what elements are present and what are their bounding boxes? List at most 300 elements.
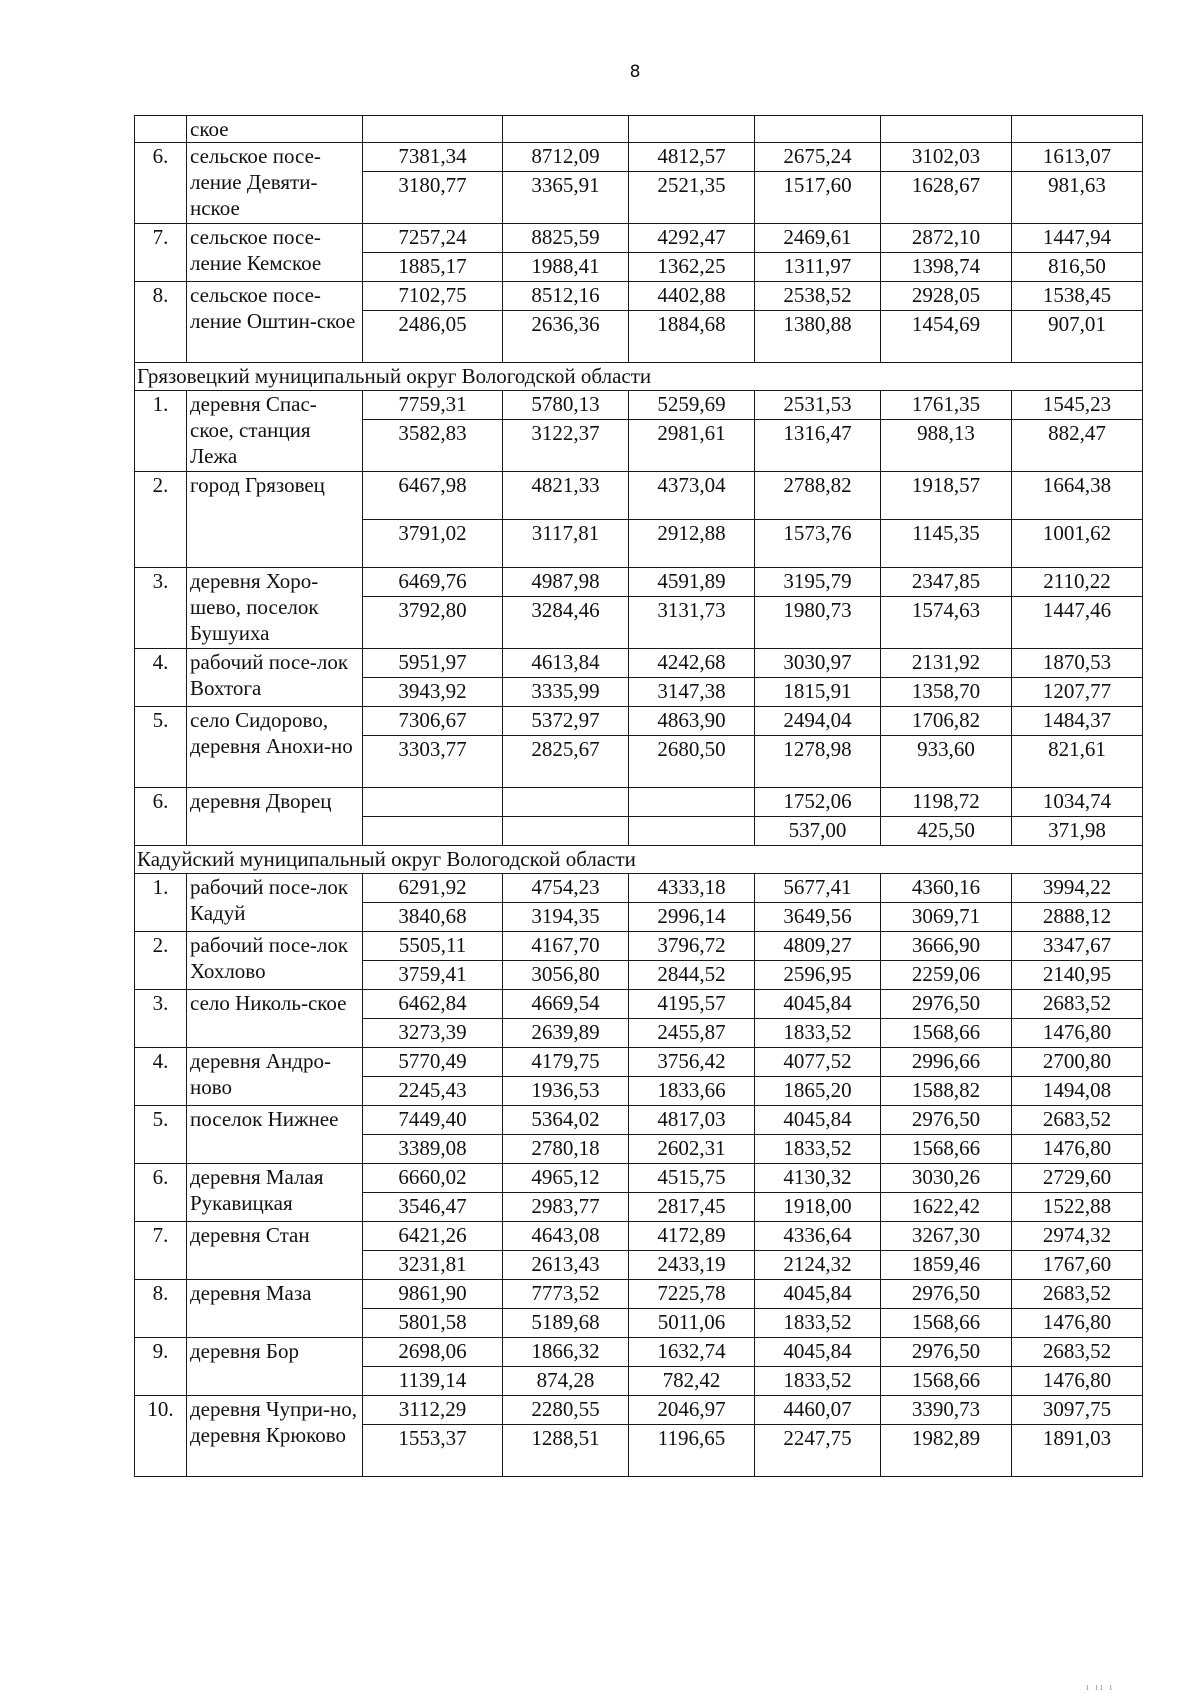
value-cell: 7257,24 bbox=[363, 224, 503, 253]
row-number: 4. bbox=[135, 1048, 187, 1106]
value-cell: 2928,05 bbox=[881, 282, 1012, 311]
value-cell: 2596,95 bbox=[755, 961, 881, 990]
value-cell: 3069,71 bbox=[881, 903, 1012, 932]
value-cell: 6421,26 bbox=[363, 1222, 503, 1251]
value-cell: 816,50 bbox=[1012, 253, 1143, 282]
value-cell: 1476,80 bbox=[1012, 1019, 1143, 1048]
value-cell: 874,28 bbox=[503, 1367, 629, 1396]
value-cell: 2124,32 bbox=[755, 1251, 881, 1280]
value-cell: 2700,80 bbox=[1012, 1048, 1143, 1077]
value-cell: 1574,63 bbox=[881, 597, 1012, 649]
value-cell: 1476,80 bbox=[1012, 1309, 1143, 1338]
row-number: 6. bbox=[135, 1164, 187, 1222]
value-cell: 3649,56 bbox=[755, 903, 881, 932]
value-cell: 4242,68 bbox=[629, 649, 755, 678]
value-cell: 2675,24 bbox=[755, 143, 881, 172]
value-cell: 907,01 bbox=[1012, 311, 1143, 363]
table-row bbox=[135, 1222, 1143, 1251]
value-cell bbox=[503, 788, 629, 817]
value-cell: 5259,69 bbox=[629, 391, 755, 420]
value-cell bbox=[629, 817, 755, 846]
settlement-name: село Сидорово, деревня Анохи-но bbox=[187, 707, 363, 788]
row-number: 6. bbox=[135, 143, 187, 224]
value-cell: 1522,88 bbox=[1012, 1193, 1143, 1222]
value-cell: 4987,98 bbox=[503, 568, 629, 597]
value-cell: 8512,16 bbox=[503, 282, 629, 311]
value-cell: 371,98 bbox=[1012, 817, 1143, 846]
settlement-name: деревня Маза bbox=[187, 1280, 363, 1338]
page-number: 8 bbox=[629, 62, 641, 82]
value-cell: 882,47 bbox=[1012, 420, 1143, 472]
value-cell: 2521,35 bbox=[629, 172, 755, 224]
value-cell: 8825,59 bbox=[503, 224, 629, 253]
value-cell: 2683,52 bbox=[1012, 1280, 1143, 1309]
value-cell: 1476,80 bbox=[1012, 1367, 1143, 1396]
table-row bbox=[135, 391, 1143, 420]
value-cell: 7102,75 bbox=[363, 282, 503, 311]
value-cell: 1145,35 bbox=[881, 520, 1012, 568]
value-cell bbox=[363, 817, 503, 846]
value-cell: 1982,89 bbox=[881, 1425, 1012, 1477]
settlement-name: деревня Чупри-но, деревня Крюково bbox=[187, 1396, 363, 1477]
value-cell: 2110,22 bbox=[1012, 568, 1143, 597]
value-cell: 1767,60 bbox=[1012, 1251, 1143, 1280]
region-header-row bbox=[135, 363, 1143, 391]
value-cell: 7381,34 bbox=[363, 143, 503, 172]
value-cell: 4333,18 bbox=[629, 874, 755, 903]
value-cell: 1815,91 bbox=[755, 678, 881, 707]
value-cell: 1891,03 bbox=[1012, 1425, 1143, 1477]
settlement-name: рабочий посе-лок Вохтога bbox=[187, 649, 363, 707]
settlement-name: город Грязовец bbox=[187, 472, 363, 568]
value-cell: 3273,39 bbox=[363, 1019, 503, 1048]
value-cell: 1918,57 bbox=[881, 472, 1012, 520]
value-cell: 2976,50 bbox=[881, 1338, 1012, 1367]
value-cell: 1859,46 bbox=[881, 1251, 1012, 1280]
value-cell: 2245,43 bbox=[363, 1077, 503, 1106]
table-row bbox=[135, 707, 1143, 736]
value-cell: 4515,75 bbox=[629, 1164, 755, 1193]
value-cell: 3231,81 bbox=[363, 1251, 503, 1280]
value-cell: 4045,84 bbox=[755, 1338, 881, 1367]
value-cell: 4292,47 bbox=[629, 224, 755, 253]
value-cell: 2140,95 bbox=[1012, 961, 1143, 990]
value-cell: 3147,38 bbox=[629, 678, 755, 707]
value-cell: 4669,54 bbox=[503, 990, 629, 1019]
value-cell: 1034,74 bbox=[1012, 788, 1143, 817]
table-row bbox=[135, 568, 1143, 597]
table-row bbox=[135, 282, 1143, 311]
value-cell: 2046,97 bbox=[629, 1396, 755, 1425]
value-cell: 3131,73 bbox=[629, 597, 755, 649]
table-row bbox=[135, 1106, 1143, 1135]
value-cell: 2433,19 bbox=[629, 1251, 755, 1280]
value-cell: 1538,45 bbox=[1012, 282, 1143, 311]
value-cell: 2683,52 bbox=[1012, 990, 1143, 1019]
value-cell: 4965,12 bbox=[503, 1164, 629, 1193]
value-cell: 2259,06 bbox=[881, 961, 1012, 990]
value-cell: 2639,89 bbox=[503, 1019, 629, 1048]
row-number: 7. bbox=[135, 1222, 187, 1280]
value-cell: 5505,11 bbox=[363, 932, 503, 961]
table-row bbox=[135, 874, 1143, 903]
region-title: Грязовецкий муниципальный округ Вологодской области bbox=[135, 363, 1143, 391]
value-cell: 2983,77 bbox=[503, 1193, 629, 1222]
value-cell: 1454,69 bbox=[881, 311, 1012, 363]
value-cell: 2976,50 bbox=[881, 1106, 1012, 1135]
tariff-table bbox=[134, 115, 1143, 1477]
value-cell: 5801,58 bbox=[363, 1309, 503, 1338]
value-cell: 4172,89 bbox=[629, 1222, 755, 1251]
value-cell: 3759,41 bbox=[363, 961, 503, 990]
value-cell: 5364,02 bbox=[503, 1106, 629, 1135]
value-cell: 2981,61 bbox=[629, 420, 755, 472]
value-cell: 1288,51 bbox=[503, 1425, 629, 1477]
settlement-name: сельское посе-ление Оштин-ское bbox=[187, 282, 363, 363]
value-cell: 782,42 bbox=[629, 1367, 755, 1396]
value-cell: 4373,04 bbox=[629, 472, 755, 520]
value-cell: 6660,02 bbox=[363, 1164, 503, 1193]
value-cell: 4643,08 bbox=[503, 1222, 629, 1251]
value-cell: 5372,97 bbox=[503, 707, 629, 736]
value-cell bbox=[755, 116, 881, 143]
value-cell: 2780,18 bbox=[503, 1135, 629, 1164]
value-cell: 1988,41 bbox=[503, 253, 629, 282]
value-cell: 1664,38 bbox=[1012, 472, 1143, 520]
value-cell: 1885,17 bbox=[363, 253, 503, 282]
value-cell: 5951,97 bbox=[363, 649, 503, 678]
value-cell: 3056,80 bbox=[503, 961, 629, 990]
value-cell: 1884,68 bbox=[629, 311, 755, 363]
value-cell: 4821,33 bbox=[503, 472, 629, 520]
value-cell: 2788,82 bbox=[755, 472, 881, 520]
row-number: 8. bbox=[135, 282, 187, 363]
row-number: 6. bbox=[135, 788, 187, 846]
value-cell: 2486,05 bbox=[363, 311, 503, 363]
row-number: 5. bbox=[135, 707, 187, 788]
value-cell: 981,63 bbox=[1012, 172, 1143, 224]
value-cell: 8712,09 bbox=[503, 143, 629, 172]
settlement-name: деревня Хоро-шево, поселок Бушуиха bbox=[187, 568, 363, 649]
value-cell: 1553,37 bbox=[363, 1425, 503, 1477]
settlement-name: деревня Дворец bbox=[187, 788, 363, 846]
value-cell: 6291,92 bbox=[363, 874, 503, 903]
value-cell: 4613,84 bbox=[503, 649, 629, 678]
settlement-name: рабочий посе-лок Кадуй bbox=[187, 874, 363, 932]
value-cell: 1494,08 bbox=[1012, 1077, 1143, 1106]
value-cell: 2455,87 bbox=[629, 1019, 755, 1048]
row-number: 2. bbox=[135, 932, 187, 990]
value-cell: 1632,74 bbox=[629, 1338, 755, 1367]
value-cell: 2976,50 bbox=[881, 1280, 1012, 1309]
table-row bbox=[135, 649, 1143, 678]
table-row bbox=[135, 472, 1143, 520]
value-cell: 1918,00 bbox=[755, 1193, 881, 1222]
value-cell bbox=[503, 817, 629, 846]
value-cell: 5189,68 bbox=[503, 1309, 629, 1338]
value-cell: 3347,67 bbox=[1012, 932, 1143, 961]
value-cell: 4591,89 bbox=[629, 568, 755, 597]
table-row bbox=[135, 1396, 1143, 1425]
value-cell bbox=[363, 116, 503, 143]
value-cell: 3582,83 bbox=[363, 420, 503, 472]
value-cell: 7225,78 bbox=[629, 1280, 755, 1309]
settlement-name: сельское посе-ление Кемское bbox=[187, 224, 363, 282]
value-cell: 1358,70 bbox=[881, 678, 1012, 707]
value-cell: 2996,14 bbox=[629, 903, 755, 932]
settlement-name: деревня Малая Рукавицкая bbox=[187, 1164, 363, 1222]
value-cell: 4167,70 bbox=[503, 932, 629, 961]
value-cell bbox=[1012, 116, 1143, 143]
table-row bbox=[135, 990, 1143, 1019]
value-cell: 1588,82 bbox=[881, 1077, 1012, 1106]
value-cell: 2602,31 bbox=[629, 1135, 755, 1164]
value-cell: 2494,04 bbox=[755, 707, 881, 736]
value-cell: 9861,90 bbox=[363, 1280, 503, 1309]
value-cell: 2636,36 bbox=[503, 311, 629, 363]
value-cell: 2974,32 bbox=[1012, 1222, 1143, 1251]
value-cell: 3117,81 bbox=[503, 520, 629, 568]
value-cell: 988,13 bbox=[881, 420, 1012, 472]
value-cell: 1613,07 bbox=[1012, 143, 1143, 172]
value-cell: 3943,92 bbox=[363, 678, 503, 707]
value-cell: 4179,75 bbox=[503, 1048, 629, 1077]
value-cell: 1484,37 bbox=[1012, 707, 1143, 736]
value-cell: 2976,50 bbox=[881, 990, 1012, 1019]
row-number: 10. bbox=[135, 1396, 187, 1477]
value-cell: 1476,80 bbox=[1012, 1135, 1143, 1164]
value-cell: 2698,06 bbox=[363, 1338, 503, 1367]
value-cell: 2912,88 bbox=[629, 520, 755, 568]
value-cell: 1833,66 bbox=[629, 1077, 755, 1106]
value-cell: 821,61 bbox=[1012, 736, 1143, 788]
value-cell: 3335,99 bbox=[503, 678, 629, 707]
value-cell: 1001,62 bbox=[1012, 520, 1143, 568]
row-number: 2. bbox=[135, 472, 187, 568]
value-cell: 3365,91 bbox=[503, 172, 629, 224]
value-cell: 4130,32 bbox=[755, 1164, 881, 1193]
value-cell bbox=[881, 116, 1012, 143]
settlement-name: ское bbox=[187, 116, 363, 143]
value-cell: 2729,60 bbox=[1012, 1164, 1143, 1193]
value-cell: 2683,52 bbox=[1012, 1106, 1143, 1135]
value-cell: 1568,66 bbox=[881, 1019, 1012, 1048]
value-cell: 1545,23 bbox=[1012, 391, 1143, 420]
value-cell: 1278,98 bbox=[755, 736, 881, 788]
value-cell: 4336,64 bbox=[755, 1222, 881, 1251]
value-cell: 4045,84 bbox=[755, 1280, 881, 1309]
value-cell: 1198,72 bbox=[881, 788, 1012, 817]
value-cell: 5011,06 bbox=[629, 1309, 755, 1338]
value-cell: 3546,47 bbox=[363, 1193, 503, 1222]
value-cell: 2680,50 bbox=[629, 736, 755, 788]
scan-marks: ı ıı ı bbox=[1086, 1682, 1115, 1693]
value-cell: 1316,47 bbox=[755, 420, 881, 472]
value-cell: 1311,97 bbox=[755, 253, 881, 282]
table-row bbox=[135, 1280, 1143, 1309]
value-cell: 4077,52 bbox=[755, 1048, 881, 1077]
value-cell: 4809,27 bbox=[755, 932, 881, 961]
settlement-name: сельское посе-ление Девяти-нское bbox=[187, 143, 363, 224]
value-cell: 3840,68 bbox=[363, 903, 503, 932]
table-row bbox=[135, 932, 1143, 961]
value-cell: 4754,23 bbox=[503, 874, 629, 903]
value-cell: 4360,16 bbox=[881, 874, 1012, 903]
row-number: 8. bbox=[135, 1280, 187, 1338]
value-cell: 2817,45 bbox=[629, 1193, 755, 1222]
value-cell: 4863,90 bbox=[629, 707, 755, 736]
value-cell bbox=[363, 788, 503, 817]
value-cell: 3267,30 bbox=[881, 1222, 1012, 1251]
value-cell: 1752,06 bbox=[755, 788, 881, 817]
value-cell: 4195,57 bbox=[629, 990, 755, 1019]
value-cell: 3195,79 bbox=[755, 568, 881, 597]
value-cell: 4460,07 bbox=[755, 1396, 881, 1425]
value-cell: 2872,10 bbox=[881, 224, 1012, 253]
row-number: 9. bbox=[135, 1338, 187, 1396]
settlement-name: деревня Андро-ново bbox=[187, 1048, 363, 1106]
value-cell: 1866,32 bbox=[503, 1338, 629, 1367]
table-row bbox=[135, 143, 1143, 172]
value-cell: 1865,20 bbox=[755, 1077, 881, 1106]
region-title: Кадуйский муниципальный округ Вологодской области bbox=[135, 846, 1143, 874]
value-cell: 2469,61 bbox=[755, 224, 881, 253]
value-cell: 2538,52 bbox=[755, 282, 881, 311]
row-number: 7. bbox=[135, 224, 187, 282]
value-cell: 7449,40 bbox=[363, 1106, 503, 1135]
value-cell: 3994,22 bbox=[1012, 874, 1143, 903]
value-cell: 5770,49 bbox=[363, 1048, 503, 1077]
value-cell: 1622,42 bbox=[881, 1193, 1012, 1222]
value-cell: 7759,31 bbox=[363, 391, 503, 420]
value-cell: 7306,67 bbox=[363, 707, 503, 736]
value-cell: 3756,42 bbox=[629, 1048, 755, 1077]
region-header-row bbox=[135, 846, 1143, 874]
value-cell: 1447,46 bbox=[1012, 597, 1143, 649]
value-cell: 2825,67 bbox=[503, 736, 629, 788]
value-cell: 3102,03 bbox=[881, 143, 1012, 172]
table-row bbox=[135, 788, 1143, 817]
value-cell: 933,60 bbox=[881, 736, 1012, 788]
value-cell: 4402,88 bbox=[629, 282, 755, 311]
value-cell: 2280,55 bbox=[503, 1396, 629, 1425]
value-cell: 6467,98 bbox=[363, 472, 503, 520]
value-cell: 1833,52 bbox=[755, 1367, 881, 1396]
value-cell: 2531,53 bbox=[755, 391, 881, 420]
value-cell: 2247,75 bbox=[755, 1425, 881, 1477]
value-cell: 3180,77 bbox=[363, 172, 503, 224]
value-cell: 3792,80 bbox=[363, 597, 503, 649]
value-cell: 1139,14 bbox=[363, 1367, 503, 1396]
value-cell: 1833,52 bbox=[755, 1309, 881, 1338]
value-cell: 1196,65 bbox=[629, 1425, 755, 1477]
value-cell: 3666,90 bbox=[881, 932, 1012, 961]
row-number bbox=[135, 116, 187, 143]
value-cell: 1936,53 bbox=[503, 1077, 629, 1106]
value-cell: 3796,72 bbox=[629, 932, 755, 961]
value-cell: 3194,35 bbox=[503, 903, 629, 932]
value-cell: 3030,97 bbox=[755, 649, 881, 678]
value-cell: 1380,88 bbox=[755, 311, 881, 363]
settlement-name: деревня Бор bbox=[187, 1338, 363, 1396]
value-cell: 1447,94 bbox=[1012, 224, 1143, 253]
value-cell: 1833,52 bbox=[755, 1135, 881, 1164]
value-cell: 2996,66 bbox=[881, 1048, 1012, 1077]
value-cell bbox=[503, 116, 629, 143]
row-number: 1. bbox=[135, 874, 187, 932]
value-cell: 4045,84 bbox=[755, 990, 881, 1019]
row-number: 4. bbox=[135, 649, 187, 707]
row-number: 3. bbox=[135, 568, 187, 649]
value-cell: 3112,29 bbox=[363, 1396, 503, 1425]
value-cell: 4045,84 bbox=[755, 1106, 881, 1135]
value-cell bbox=[629, 788, 755, 817]
settlement-name: рабочий посе-лок Хохлово bbox=[187, 932, 363, 990]
value-cell: 1833,52 bbox=[755, 1019, 881, 1048]
value-cell: 1980,73 bbox=[755, 597, 881, 649]
table-row bbox=[135, 224, 1143, 253]
value-cell: 1517,60 bbox=[755, 172, 881, 224]
value-cell: 1207,77 bbox=[1012, 678, 1143, 707]
table-row bbox=[135, 116, 1143, 143]
value-cell: 5677,41 bbox=[755, 874, 881, 903]
value-cell: 4812,57 bbox=[629, 143, 755, 172]
value-cell: 1761,35 bbox=[881, 391, 1012, 420]
settlement-name: деревня Спас-ское, станция Лежа bbox=[187, 391, 363, 472]
value-cell: 1568,66 bbox=[881, 1309, 1012, 1338]
value-cell: 5780,13 bbox=[503, 391, 629, 420]
value-cell: 3097,75 bbox=[1012, 1396, 1143, 1425]
value-cell: 2131,92 bbox=[881, 649, 1012, 678]
value-cell: 3791,02 bbox=[363, 520, 503, 568]
value-cell: 3030,26 bbox=[881, 1164, 1012, 1193]
value-cell: 2347,85 bbox=[881, 568, 1012, 597]
value-cell: 1568,66 bbox=[881, 1367, 1012, 1396]
value-cell: 2613,43 bbox=[503, 1251, 629, 1280]
value-cell: 2888,12 bbox=[1012, 903, 1143, 932]
value-cell: 4817,03 bbox=[629, 1106, 755, 1135]
table-row bbox=[135, 1048, 1143, 1077]
row-number: 5. bbox=[135, 1106, 187, 1164]
value-cell: 1706,82 bbox=[881, 707, 1012, 736]
row-number: 3. bbox=[135, 990, 187, 1048]
value-cell: 3303,77 bbox=[363, 736, 503, 788]
value-cell: 1568,66 bbox=[881, 1135, 1012, 1164]
value-cell: 2683,52 bbox=[1012, 1338, 1143, 1367]
table-row bbox=[135, 1338, 1143, 1367]
value-cell: 1573,76 bbox=[755, 520, 881, 568]
value-cell: 3122,37 bbox=[503, 420, 629, 472]
settlement-name: село Николь-ское bbox=[187, 990, 363, 1048]
value-cell: 425,50 bbox=[881, 817, 1012, 846]
value-cell: 537,00 bbox=[755, 817, 881, 846]
value-cell: 6469,76 bbox=[363, 568, 503, 597]
settlement-name: поселок Нижнее bbox=[187, 1106, 363, 1164]
row-number: 1. bbox=[135, 391, 187, 472]
value-cell: 1398,74 bbox=[881, 253, 1012, 282]
value-cell: 2844,52 bbox=[629, 961, 755, 990]
value-cell: 1628,67 bbox=[881, 172, 1012, 224]
value-cell: 3389,08 bbox=[363, 1135, 503, 1164]
settlement-name: деревня Стан bbox=[187, 1222, 363, 1280]
table-row bbox=[135, 1164, 1143, 1193]
value-cell: 3284,46 bbox=[503, 597, 629, 649]
value-cell: 3390,73 bbox=[881, 1396, 1012, 1425]
value-cell: 6462,84 bbox=[363, 990, 503, 1019]
value-cell: 7773,52 bbox=[503, 1280, 629, 1309]
value-cell: 1362,25 bbox=[629, 253, 755, 282]
value-cell: 1870,53 bbox=[1012, 649, 1143, 678]
